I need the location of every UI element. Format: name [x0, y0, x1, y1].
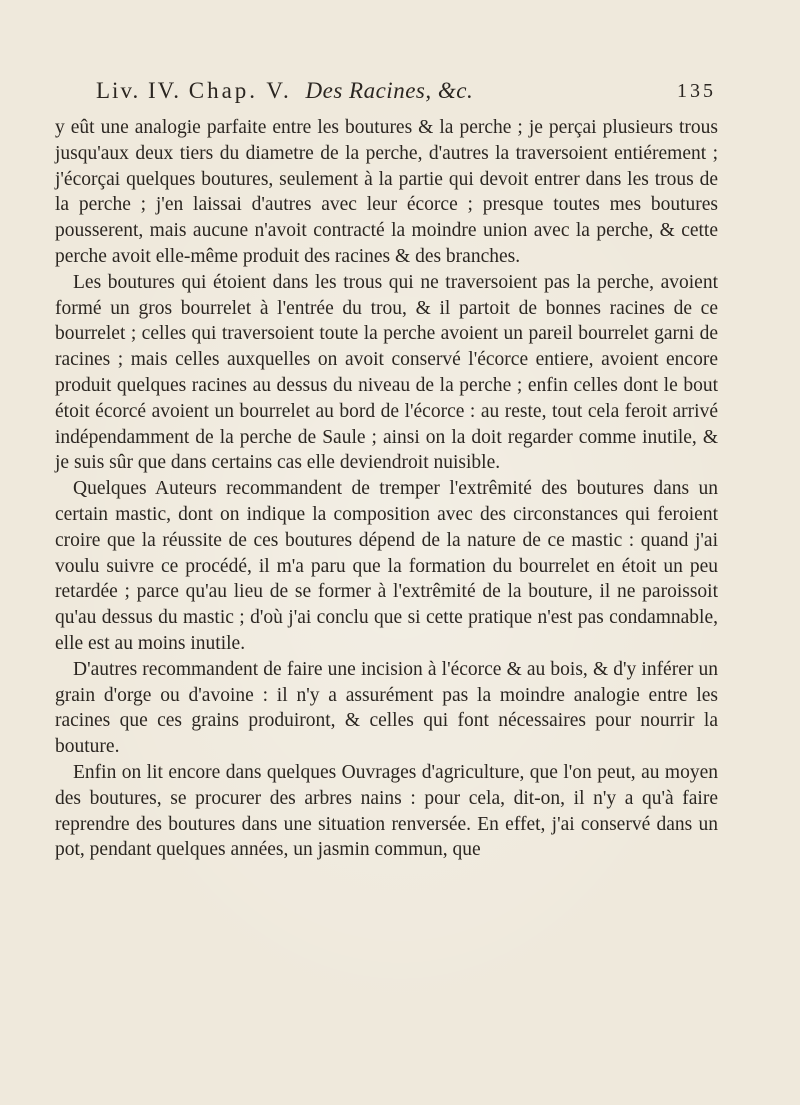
chapter-number: Chap. V. — [188, 78, 292, 103]
running-head — [96, 78, 716, 112]
paragraph: Les boutures qui étoient dans les trous qui ne traversoient pas la perche, avoient formé un gros bourrelet à l'entrée du trou, & il partoit de bonnes racines de ce bourrelet ; celles qui traversoient toute la perche avoient un pareil bourrelet garni de racines ; mais celles auxquelles on avoit conservé l'écorce entiere, avoient encore produit quelques racines au dessus du niveau de la perche ; enfin celles dont le bout étoit écorcé avoient un bourrelet au bord de l'écorce : au reste, tout cela feroit arrivé indépendamment de la perche de Saule ; ainsi on la doit regarder comme inutile, & je suis sûr que dans certains cas elle deviendroit nuisible. — [55, 271, 718, 474]
chapter-title: Des Racines, &c. — [305, 78, 474, 103]
paragraph: D'autres recommandent de faire une incision à l'écorce & au bois, & d'y inférer un grain d'orge ou d'avoine : il n'y a assurément pas la moindre analogie entre les racines que ces grains produiront, & celles qui font nécessaires pour nourrir la bouture. — [55, 658, 718, 758]
paragraph: Enfin on lit encore dans quelques Ouvrages d'agriculture, que l'on peut, au moyen des boutures, se procurer des arbres nains : pour cela, dit-on, il n'y a qu'à faire reprendre des boutures dans une situation renversée. En effet, j'ai conservé dans un pot, pendant quelques années, un jasmin commun, que — [55, 761, 718, 861]
body-text — [55, 115, 718, 863]
book-number: Liv. IV. — [96, 78, 181, 103]
page-number: 135 — [677, 80, 716, 102]
paragraph-continued: y eût une analogie parfaite entre les boutures & la perche ; je perçai plusieurs trous jusqu'aux deux tiers du diametre de la perche, d'autres la traversoient entiérement ; j'écorçai quelques boutures, seulement à la partie qui devoit entrer dans les trous de la perche ; j'en laissai d'autres avec leur écorce ; presque toutes mes boutures pousserent, mais aucune n'avoit contracté la moindre union avec la perche, & cette perche avoit elle-même produit des racines & des branches. — [55, 117, 718, 267]
paragraph: Quelques Auteurs recommandent de tremper l'extrêmité des boutures dans un certain mastic, dont on indique la composition avec des circonstances qui feroient croire que la réussite de ces boutures dépend de la nature de ce mastic : quand j'ai voulu suivre ce procédé, il m'a paru que la formation du bourrelet en étoit un peu retardée ; parce qu'au lieu de se former à l'extrêmité de la bouture, il ne paroissoit qu'au dessus du mastic ; d'où j'ai conclu que si cette pratique n'est pas condamnable, elle est au moins inutile. — [55, 478, 718, 654]
